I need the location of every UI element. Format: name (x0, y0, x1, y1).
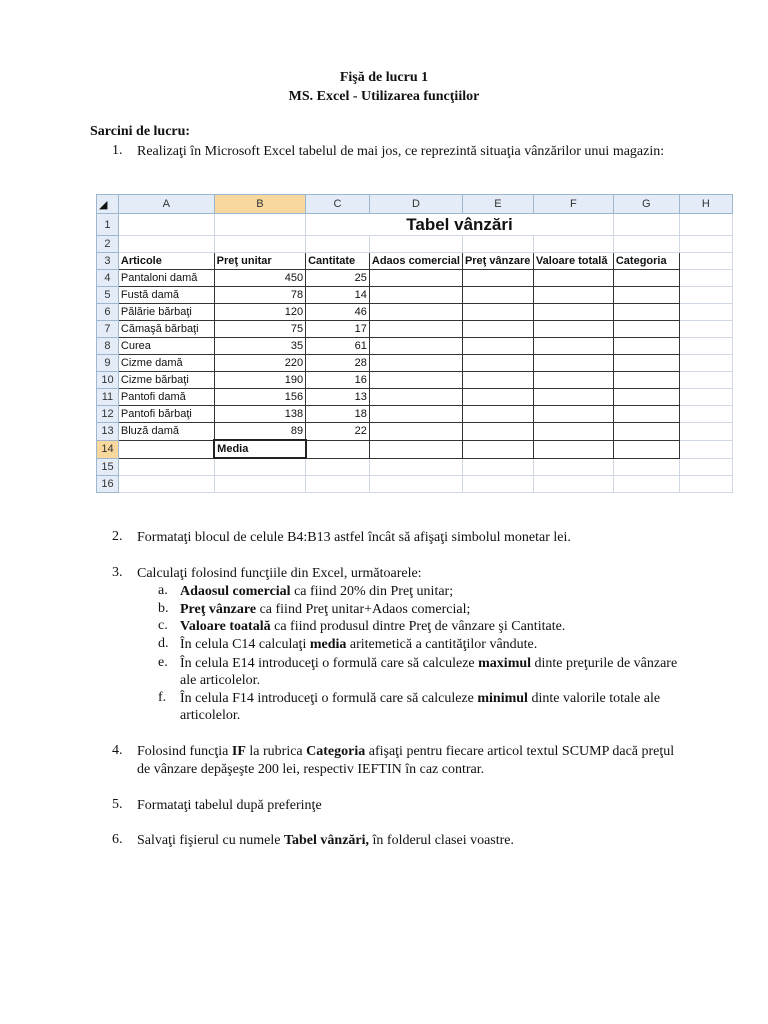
task3-text: Calculaţi folosind funcţiile din Excel, următoarele: (137, 566, 422, 581)
cell[interactable] (369, 440, 462, 458)
quantity-cell[interactable]: 16 (306, 372, 370, 389)
row-header[interactable]: 12 (97, 406, 119, 423)
task3d-letter: d. (158, 636, 169, 651)
cell[interactable] (306, 458, 370, 476)
task2-number: 2. (112, 529, 123, 544)
task3c-text: Valoare toatală ca fiind produsul dintre Preţ de vânzare şi Cantitate. (180, 619, 566, 634)
cell[interactable] (462, 423, 533, 441)
cell[interactable] (679, 321, 732, 338)
column-header[interactable]: C (306, 195, 370, 214)
quantity-cell[interactable]: 14 (306, 287, 370, 304)
unit-price-cell[interactable]: 156 (214, 389, 305, 406)
cell[interactable] (306, 476, 370, 493)
cell[interactable] (462, 236, 533, 253)
cell[interactable] (679, 236, 732, 253)
tasks-heading: Sarcini de lucru: (90, 124, 191, 139)
cell[interactable] (462, 440, 533, 458)
row-header[interactable]: 6 (97, 304, 119, 321)
cell[interactable] (462, 355, 533, 372)
cell[interactable] (462, 270, 533, 287)
cell[interactable] (613, 321, 679, 338)
spreadsheet-grid (96, 194, 733, 493)
task3a-letter: a. (158, 583, 168, 598)
document-subtitle: MS. Excel - Utilizarea funcţiilor (288, 89, 480, 104)
header-cell[interactable]: Preţ vânzare (462, 253, 533, 270)
cell[interactable] (613, 389, 679, 406)
column-header[interactable]: E (462, 195, 533, 214)
quantity-cell[interactable]: 61 (306, 338, 370, 355)
task3-number: 3. (112, 565, 123, 580)
quantity-cell[interactable]: 25 (306, 270, 370, 287)
cell[interactable] (462, 406, 533, 423)
header-cell[interactable]: Valoare totală (533, 253, 613, 270)
cell[interactable] (613, 440, 679, 458)
corner-cell[interactable]: ◢ (97, 195, 119, 214)
task4-text: Folosind funcţia IF la rubrica Categoria afişaţi pentru fiecare articol textul SCUMP dacă preţul (137, 744, 675, 759)
header-cell[interactable]: Preţ unitar (214, 253, 305, 270)
unit-price-cell[interactable]: 75 (214, 321, 305, 338)
cell[interactable] (679, 338, 732, 355)
cell[interactable] (533, 287, 613, 304)
header-cell[interactable]: Adaos comercial (369, 253, 462, 270)
cell[interactable] (369, 458, 462, 476)
cell[interactable] (214, 476, 305, 493)
cell[interactable] (369, 338, 462, 355)
row-header[interactable]: 10 (97, 372, 119, 389)
cell[interactable] (613, 372, 679, 389)
column-header[interactable]: A (118, 195, 214, 214)
quantity-cell[interactable]: 13 (306, 389, 370, 406)
task4-number: 4. (112, 743, 123, 758)
row-header[interactable]: 3 (97, 253, 119, 270)
cell[interactable] (533, 389, 613, 406)
cell[interactable] (613, 236, 679, 253)
column-header[interactable]: F (533, 195, 613, 214)
article-cell[interactable]: Curea (118, 338, 214, 355)
quantity-cell[interactable]: 17 (306, 321, 370, 338)
unit-price-cell[interactable]: 89 (214, 423, 305, 441)
row-header[interactable]: 16 (97, 476, 119, 493)
row-header[interactable]: 5 (97, 287, 119, 304)
task1-number: 1. (112, 143, 123, 158)
cell[interactable] (533, 458, 613, 476)
article-cell[interactable]: Fustă damă (118, 287, 214, 304)
cell[interactable] (533, 270, 613, 287)
cell[interactable] (214, 236, 305, 253)
cell[interactable] (613, 287, 679, 304)
cell[interactable] (533, 236, 613, 253)
cell[interactable] (369, 287, 462, 304)
cell[interactable] (369, 389, 462, 406)
cell[interactable] (118, 476, 214, 493)
row-header[interactable]: 13 (97, 423, 119, 441)
row-header[interactable]: 8 (97, 338, 119, 355)
unit-price-cell[interactable]: 35 (214, 338, 305, 355)
cell[interactable] (679, 287, 732, 304)
cell[interactable] (369, 304, 462, 321)
header-cell[interactable]: Cantitate (306, 253, 370, 270)
row-header[interactable]: 14 (97, 440, 119, 458)
row-header[interactable]: 11 (97, 389, 119, 406)
task3a-text: Adaosul comercial ca fiind 20% din Preţ unitar; (180, 584, 454, 599)
task3b-text: Preţ vânzare ca fiind Preţ unitar+Adaos comercial; (180, 602, 471, 617)
document-title: Fişă de lucru 1 (339, 70, 429, 85)
task3e-text: În celula E14 introduceţi o formulă care să calculeze maximul dinte preţurile de vânzare (180, 656, 678, 671)
task3c-letter: c. (158, 618, 168, 633)
article-cell[interactable]: Pantaloni damă (118, 270, 214, 287)
cell[interactable] (679, 214, 732, 236)
header-cell[interactable]: Categoria (613, 253, 679, 270)
article-cell[interactable]: Cizme bărbaţi (118, 372, 214, 389)
cell[interactable] (533, 304, 613, 321)
cell[interactable] (613, 406, 679, 423)
cell[interactable] (118, 236, 214, 253)
cell[interactable] (369, 355, 462, 372)
cell[interactable] (533, 476, 613, 493)
cell[interactable] (613, 338, 679, 355)
unit-price-cell[interactable]: 220 (214, 355, 305, 372)
cell[interactable] (369, 270, 462, 287)
cell[interactable] (613, 214, 679, 236)
task3e-letter: e. (158, 655, 168, 670)
column-header[interactable]: B (214, 195, 305, 214)
quantity-cell[interactable]: 46 (306, 304, 370, 321)
spreadsheet (96, 194, 733, 494)
task3b-letter: b. (158, 601, 169, 616)
cell[interactable] (679, 476, 732, 493)
cell[interactable] (679, 458, 732, 476)
task1-text: Realizaţi în Microsoft Excel tabelul de mai jos, ce reprezintă situaţia vânzărilor unui magazin: (137, 144, 665, 159)
row-header[interactable]: 4 (97, 270, 119, 287)
cell[interactable] (369, 406, 462, 423)
cell[interactable] (369, 321, 462, 338)
task5-number: 5. (112, 797, 123, 812)
column-header[interactable]: G (613, 195, 679, 214)
cell[interactable] (613, 270, 679, 287)
cell[interactable] (613, 304, 679, 321)
cell[interactable] (679, 355, 732, 372)
task4-text-cont: de vânzare depăşeşte 200 lei, respectiv IEFTIN în caz contrar. (137, 762, 485, 777)
cell[interactable] (306, 236, 370, 253)
unit-price-cell[interactable]: 138 (214, 406, 305, 423)
article-cell[interactable]: Cizme damă (118, 355, 214, 372)
cell[interactable] (679, 304, 732, 321)
cell[interactable] (679, 372, 732, 389)
cell[interactable] (679, 440, 732, 458)
unit-price-cell[interactable]: 120 (214, 304, 305, 321)
cell[interactable] (462, 389, 533, 406)
cell[interactable] (214, 458, 305, 476)
quantity-cell[interactable]: 18 (306, 406, 370, 423)
task3f-letter: f. (158, 690, 167, 705)
cell[interactable] (214, 214, 305, 236)
cell[interactable] (462, 321, 533, 338)
cell[interactable] (533, 338, 613, 355)
row-header[interactable]: 9 (97, 355, 119, 372)
cell[interactable] (118, 214, 214, 236)
cell[interactable] (462, 458, 533, 476)
column-header[interactable]: D (369, 195, 462, 214)
media-label-cell[interactable]: Media (214, 440, 305, 458)
article-cell[interactable]: Cămaşă bărbaţi (118, 321, 214, 338)
unit-price-cell[interactable]: 450 (214, 270, 305, 287)
quantity-cell[interactable]: 28 (306, 355, 370, 372)
cell[interactable] (613, 423, 679, 441)
cell[interactable] (533, 321, 613, 338)
task6-text: Salvaţi fişierul cu numele Tabel vânzări, în folderul clasei voastre. (137, 833, 515, 848)
article-cell[interactable]: Pantofi damă (118, 389, 214, 406)
cell[interactable] (679, 406, 732, 423)
column-header[interactable]: H (679, 195, 732, 214)
cell[interactable] (533, 372, 613, 389)
task3e-text-cont: ale articolelor. (180, 673, 261, 688)
cell[interactable] (679, 270, 732, 287)
cell[interactable] (613, 458, 679, 476)
article-cell[interactable]: Bluză damă (118, 423, 214, 441)
cell[interactable] (306, 440, 370, 458)
article-cell[interactable]: Pantofi bărbaţi (118, 406, 214, 423)
cell[interactable] (679, 253, 732, 270)
cell[interactable] (533, 406, 613, 423)
cell[interactable] (462, 338, 533, 355)
cell[interactable] (613, 476, 679, 493)
cell[interactable] (369, 372, 462, 389)
cell[interactable] (613, 355, 679, 372)
cell[interactable] (533, 423, 613, 441)
cell[interactable] (533, 440, 613, 458)
row-header[interactable]: 2 (97, 236, 119, 253)
row-header[interactable]: 15 (97, 458, 119, 476)
cell[interactable] (118, 440, 214, 458)
cell[interactable] (462, 304, 533, 321)
quantity-cell[interactable]: 22 (306, 423, 370, 441)
cell[interactable] (679, 389, 732, 406)
table-title-cell[interactable]: Tabel vânzări (306, 214, 614, 236)
cell[interactable] (462, 287, 533, 304)
task5-text: Formataţi tabelul după preferinţe (137, 798, 322, 813)
task6-number: 6. (112, 832, 123, 847)
task3d-text: În celula C14 calculaţi media aritemetică a cantităţilor vândute. (180, 637, 538, 652)
task2-text: Formataţi blocul de celule B4:B13 astfel încât să afişaţi simbolul monetar lei. (137, 530, 571, 545)
cell[interactable] (462, 476, 533, 493)
header-cell[interactable]: Articole (118, 253, 214, 270)
cell[interactable] (118, 458, 214, 476)
article-cell[interactable]: Pălărie bărbaţi (118, 304, 214, 321)
unit-price-cell[interactable]: 190 (214, 372, 305, 389)
row-header[interactable]: 1 (97, 214, 119, 236)
row-header[interactable]: 7 (97, 321, 119, 338)
task3f-text: În celula F14 introduceţi o formulă care să calculeze minimul dinte valorile totale ale (180, 691, 661, 706)
cell[interactable] (369, 236, 462, 253)
cell[interactable] (369, 423, 462, 441)
cell[interactable] (533, 355, 613, 372)
unit-price-cell[interactable]: 78 (214, 287, 305, 304)
task3f-text-cont: articolelor. (180, 708, 241, 723)
cell[interactable] (369, 476, 462, 493)
cell[interactable] (679, 423, 732, 441)
cell[interactable] (462, 372, 533, 389)
